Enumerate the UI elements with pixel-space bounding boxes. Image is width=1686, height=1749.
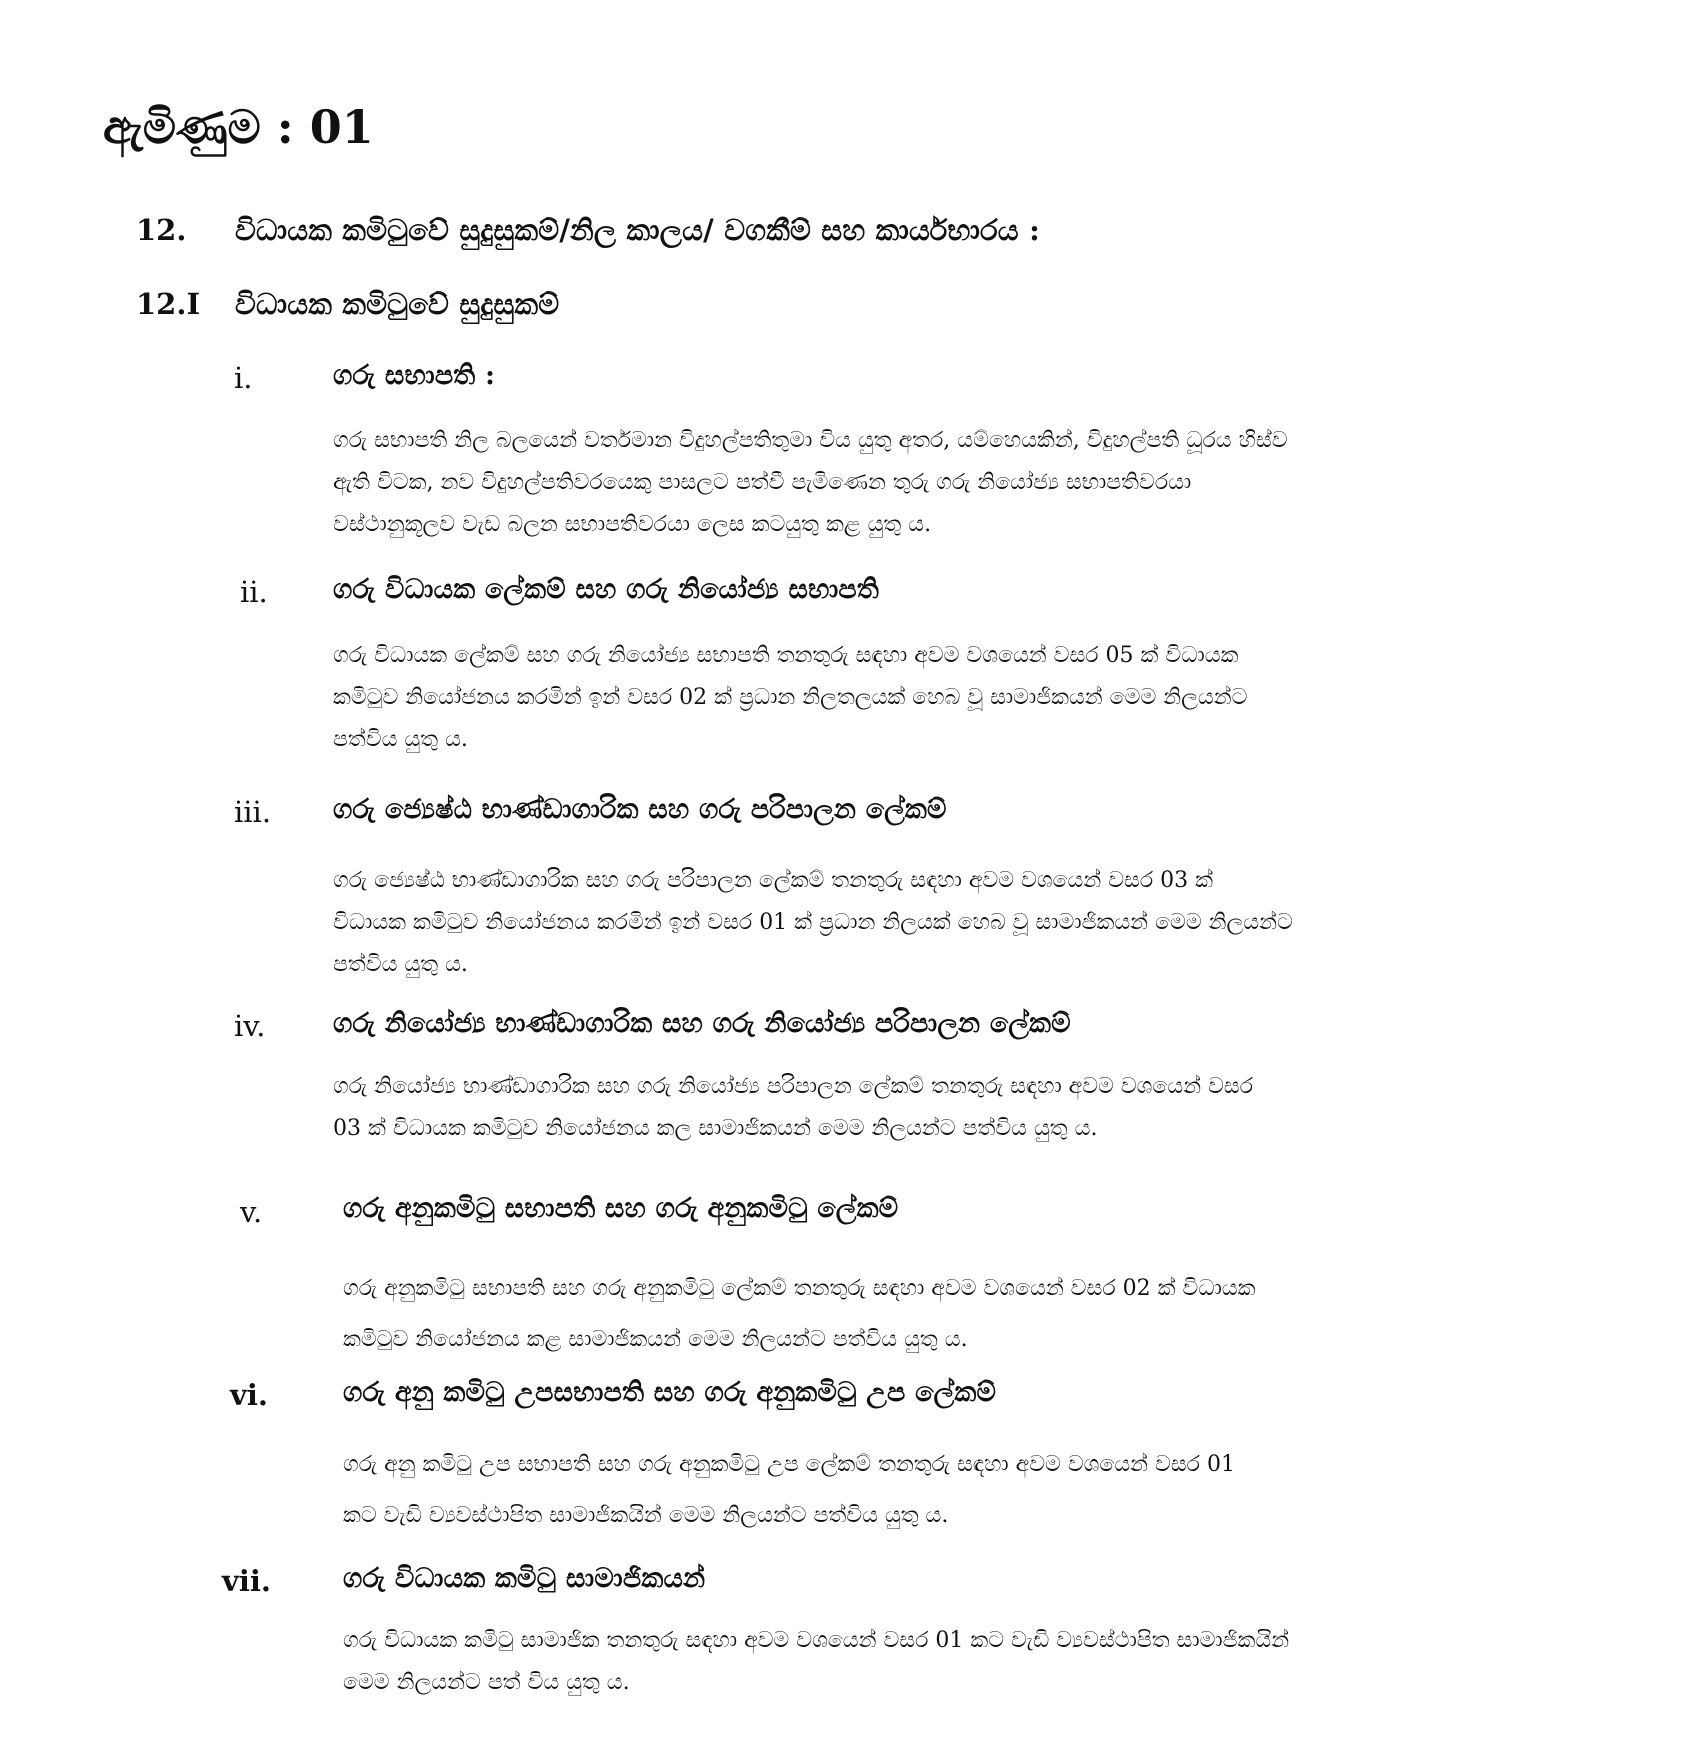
item-title: ගරු විධායක ලේකම් සහ ගරු නියෝජ්‍ය සභාපති	[333, 574, 880, 605]
item-title: ගරු නියෝජ්‍ය භාණ්ඩාගාරික සහ ගරු නියෝජ්‍ය පරිපාලන ලේකම්	[333, 1008, 1071, 1039]
item-paragraph	[333, 1066, 1253, 1150]
item-paragraph	[333, 860, 1293, 985]
item-number: iii.	[234, 795, 272, 829]
paragraph-line: මෙම නිලයන්ට පත් විය යුතු ය.	[343, 1669, 630, 1695]
item-number: i.	[234, 361, 253, 395]
item-paragraph	[343, 1440, 1235, 1541]
subsection-title: විධායක කමිටුවේ සුදුසුකම්	[235, 287, 560, 321]
annex-title: ඇමිණුම : 01	[103, 100, 374, 154]
item-title: ගරු ජ්‍යෙෂ්ඨ භාණ්ඩාගාරික සහ ගරු පරිපාලන ලේකම්	[333, 794, 947, 825]
item-number: vi.	[230, 1378, 268, 1412]
item-paragraph	[343, 1620, 1289, 1704]
paragraph-line: 03 ක් විධායක කමිටුව නියෝජනය කල සාමාජිකයන් මෙම නිලයන්ට පත්විය යුතු ය.	[333, 1115, 1098, 1141]
item-title: ගරු සභාපති :	[333, 360, 496, 391]
paragraph-line: ගරු ජ්‍යෙෂ්ඨ භාණ්ඩාගාරික සහ ගරු පරිපාලන ලේකම් තනතුරු සඳහා අවම වශයෙන් වසර 03 ක්	[333, 868, 1213, 893]
item-number: ii.	[240, 575, 268, 609]
section-number: 12.	[136, 213, 187, 247]
paragraph-line: කමිටුව නියෝජනය කළ සාමාජිකයන් මෙම නිලයන්ට පත්විය යුතු ය.	[343, 1326, 968, 1352]
section-title: විධායක කමිටුවේ සුදුසුකම්/නිල කාලය/ වගකීම් සහ කාර්යභාරය :	[235, 213, 1041, 247]
paragraph-line: ගරු අනුකමිටු සභාපති සහ ගරු අනුකමිටු ලේකම් තනතුරු සඳහා අවම වශයෙන් වසර 02 ක් විධායක	[343, 1276, 1256, 1301]
paragraph-line: ගරු නියෝජ්‍ය භාණ්ඩාගාරික සහ ගරු නියෝජ්‍ය පරිපාලන ලේකම් තනතුරු සඳහා අවම වශයෙන් වසර	[333, 1074, 1253, 1099]
item-title: ගරු විධායක කමිටු සාමාජිකයන්	[343, 1563, 706, 1594]
item-number: iv.	[234, 1009, 266, 1043]
paragraph-line: ගරු අනු කමිටු උප සභාපති සහ ගරු අනුකමිටු උප ලේකම් තනතුරු සඳහා අවම වශයෙන් වසර 01	[343, 1452, 1235, 1477]
paragraph-line: ගරු විධායක කමිටු සාමාජික තනතුරු සඳහා අවම වශයෙන් වසර 01 කට වැඩි ව්‍යවස්ථාපිත සාමාජිකයින්	[343, 1628, 1290, 1653]
paragraph-line: කමිටුව නියෝජනය කරමින් ඉන් වසර 02 ක් ප්‍රධාන නිලතලයක් හෙබ වූ සාමාජිකයන් මෙම නිලයන්ට	[333, 684, 1248, 710]
paragraph-line: විධායක කමිටුව නියෝජනය කරමින් ඉන් වසර 01 ක් ප්‍රධාන නිලයක් හෙබ වූ සාමාජිකයන් මෙම නිලයන්ට	[333, 909, 1293, 935]
paragraph-line: ගරු විධායක ලේකම් සහ ගරු නියෝජ්‍ය සභාපති තනතුරු සඳහා අවම වශයෙන් වසර 05 ක් විධායක	[333, 643, 1239, 668]
paragraph-line: පත්විය යුතු ය.	[333, 951, 468, 977]
paragraph-line: පත්විය යුතු ය.	[333, 726, 468, 752]
item-paragraph	[343, 1264, 1256, 1365]
item-paragraph	[333, 420, 1288, 545]
item-title: ගරු අනු කමිටු උපසභාපති සහ ගරු අනුකමිටු උප ලේකම්	[343, 1377, 997, 1408]
paragraph-line: කට වැඩි ව්‍යවස්ථාපිත සාමාජිකයින් මෙම නිලයන්ට පත්විය යුතු ය.	[343, 1502, 949, 1528]
paragraph-line: වස්ථානුකූලව වැඩ බලන සභාපතිවරයා ලෙස කටයුතු කළ යුතු ය.	[333, 511, 932, 537]
paragraph-line: ගරු සභාපති නිල බලයෙන් වර්තමාන විදුහල්පතිතුමා විය යුතු අතර, යම්හෙයකින්, විදුහල්පති ධූරය හිස්ව	[333, 428, 1288, 453]
item-number: v.	[240, 1195, 263, 1229]
item-number: vii.	[222, 1564, 271, 1598]
item-paragraph	[333, 635, 1247, 760]
item-title: ගරු අනුකමිටු සභාපති සහ ගරු අනුකමිටු ලේකම්	[343, 1193, 899, 1224]
subsection-number: 12.I	[136, 287, 201, 321]
paragraph-line: ඇති විටක, නව විදුහල්පතිවරයෙකු පාසලට පත්වී පැමිණෙන තුරු ගරු නියෝජ්‍ය සභාපතිවරයා	[333, 469, 1192, 495]
